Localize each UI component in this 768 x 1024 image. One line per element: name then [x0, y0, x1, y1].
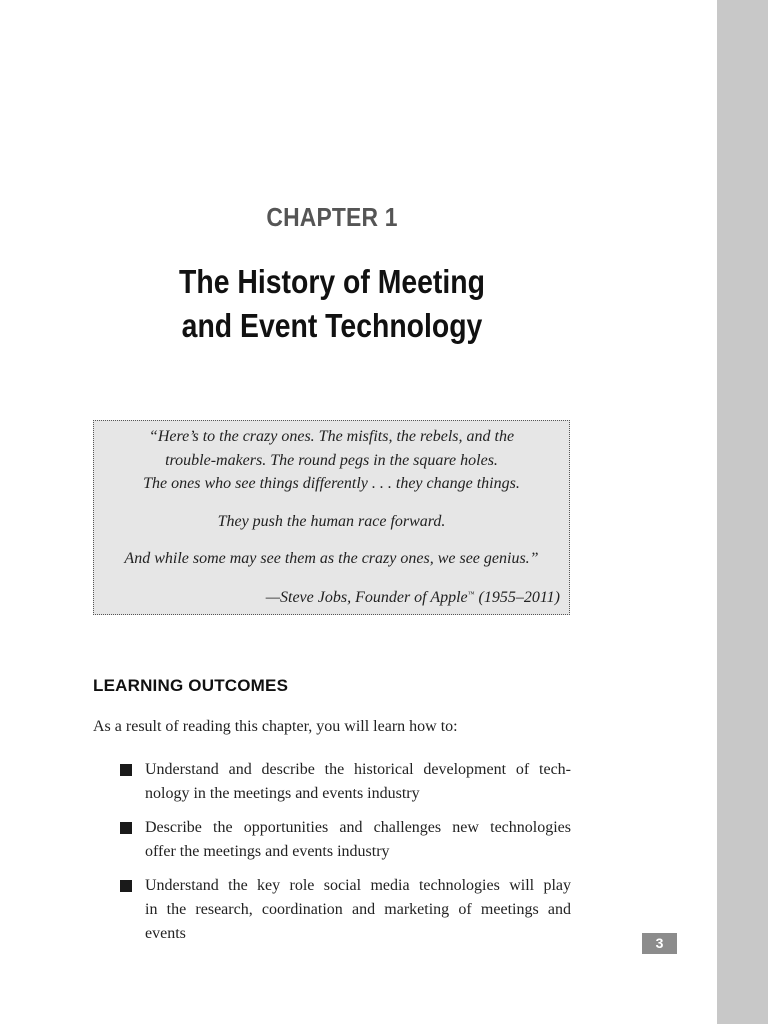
chapter-label: CHAPTER 1 [266, 202, 398, 232]
list-item [118, 874, 571, 946]
epigraph-line: “Here’s to the crazy ones. The misfits, the rebels, and the [148, 428, 515, 445]
list-item-line: events [145, 925, 186, 942]
chapter-title [46, 260, 617, 348]
epigraph-line: And while some may see them as the crazy ones, we see genius.” [124, 550, 539, 567]
epigraph-line: They push the human race forward. [217, 513, 446, 530]
square-bullet-icon [120, 764, 132, 776]
epigraph-line: trouble-makers. The round pegs in the square holes. [165, 452, 498, 469]
chapter-title-line: The History of Meeting [179, 263, 485, 300]
list-item [118, 816, 571, 864]
epigraph-line: The ones who see things differently . . . they change things. [143, 475, 520, 492]
list-item-line: Describe the opportunities and challenges new technologies [145, 819, 571, 836]
trademark-mark: ™ [467, 590, 475, 598]
list-item-line: offer the meetings and events industry [145, 843, 390, 860]
list-item-line: Understand and describe the historical development of tech- [145, 761, 571, 778]
page-number-badge: 3 [642, 933, 677, 954]
chapter-title-line: and Event Technology [181, 307, 483, 344]
attribution-years: (1955–2011) [474, 589, 560, 606]
list-item-line: Understand the key role social media technologies will play [145, 877, 571, 894]
square-bullet-icon [120, 880, 132, 892]
page-edge-strip [717, 0, 768, 1024]
epigraph-box [93, 420, 570, 615]
list-item-line: in the research, coordination and marketing of meetings and [145, 901, 571, 918]
list-item [118, 758, 571, 806]
learning-outcomes-list [118, 758, 571, 956]
attribution-text: —Steve Jobs, Founder of Apple [265, 589, 468, 606]
epigraph-attribution [266, 589, 560, 607]
list-item-line: nology in the meetings and events industry [145, 785, 420, 802]
learning-outcomes-intro: As a result of reading this chapter, you will learn how to: [93, 718, 458, 735]
square-bullet-icon [120, 822, 132, 834]
learning-outcomes-heading: LEARNING OUTCOMES [93, 676, 289, 695]
